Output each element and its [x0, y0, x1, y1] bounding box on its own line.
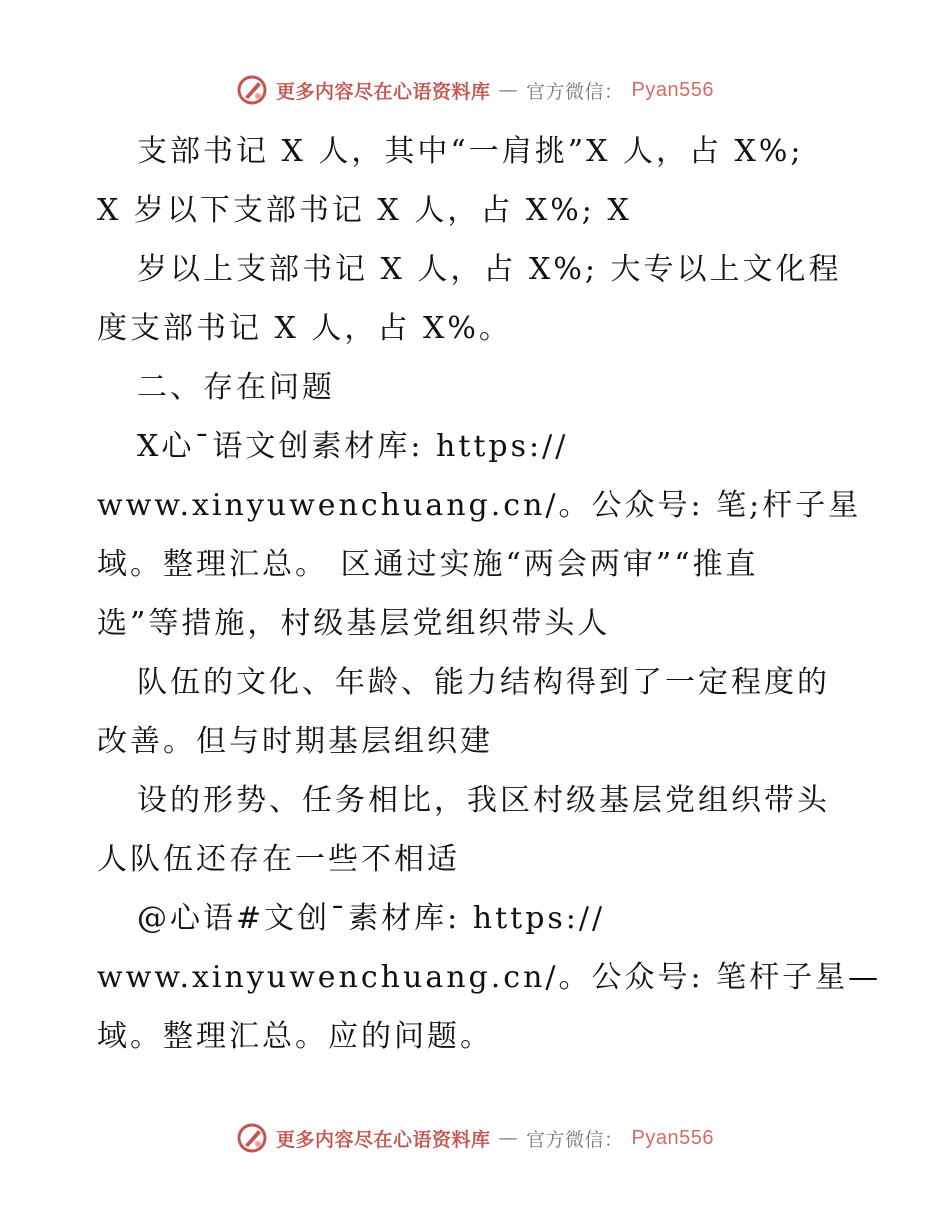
- banner-wechat-label: 官方微信：: [526, 1128, 624, 1151]
- banner-wechat-id: Pyan556: [631, 1126, 714, 1149]
- banner-wechat-label: 官方微信：: [526, 80, 624, 103]
- pen-logo-icon: [236, 1122, 268, 1154]
- body-line: 域。整理汇总。应的问题。: [97, 1019, 493, 1054]
- body-line: X 岁以下支部书记 X 人，占 X%; X: [97, 193, 632, 228]
- banner-dash: —: [498, 1127, 519, 1149]
- body-line: 设的形势、任务相比，我区村级基层党组织带头: [137, 783, 830, 818]
- body-line: 岁以上支部书记 X 人，占 X%; 大专以上文化程: [137, 252, 842, 287]
- body-line: 队伍的文化、年龄、能力结构得到了一定程度的: [137, 665, 830, 700]
- pen-logo-icon: [236, 74, 268, 106]
- section-heading: 二、存在问题: [137, 370, 335, 405]
- body-line: X心¯语文创素材库: https://: [137, 429, 569, 464]
- banner-dash: —: [498, 79, 519, 101]
- body-line: 人队伍还存在一些不相适: [97, 842, 460, 877]
- body-line: 选”等措施，村级基层党组织带头人: [97, 606, 611, 641]
- body-line: @心语#文创¯素材库: https://: [137, 901, 606, 936]
- document-body: [97, 122, 882, 1066]
- body-line: 域。整理汇总。 区通过实施“两会两审”“推直: [97, 547, 759, 582]
- banner-title: 更多内容尽在心语资料库: [276, 80, 491, 103]
- body-line: 改善。但与时期基层组织建: [97, 724, 493, 759]
- body-line: 支部书记 X 人，其中“一肩挑”X 人，占 X%;: [137, 134, 804, 169]
- body-line: www.xinyuwenchuang.cn/。公众号: 笔;杆子星: [97, 488, 862, 523]
- header-banner: [0, 70, 950, 110]
- banner-title: 更多内容尽在心语资料库: [276, 1128, 491, 1151]
- body-line: 度支部书记 X 人，占 X%。: [97, 311, 512, 346]
- footer-banner: [0, 1118, 950, 1158]
- banner-wechat-id: Pyan556: [631, 78, 714, 101]
- body-line: www.xinyuwenchuang.cn/。公众号: 笔杆子星—: [97, 960, 882, 995]
